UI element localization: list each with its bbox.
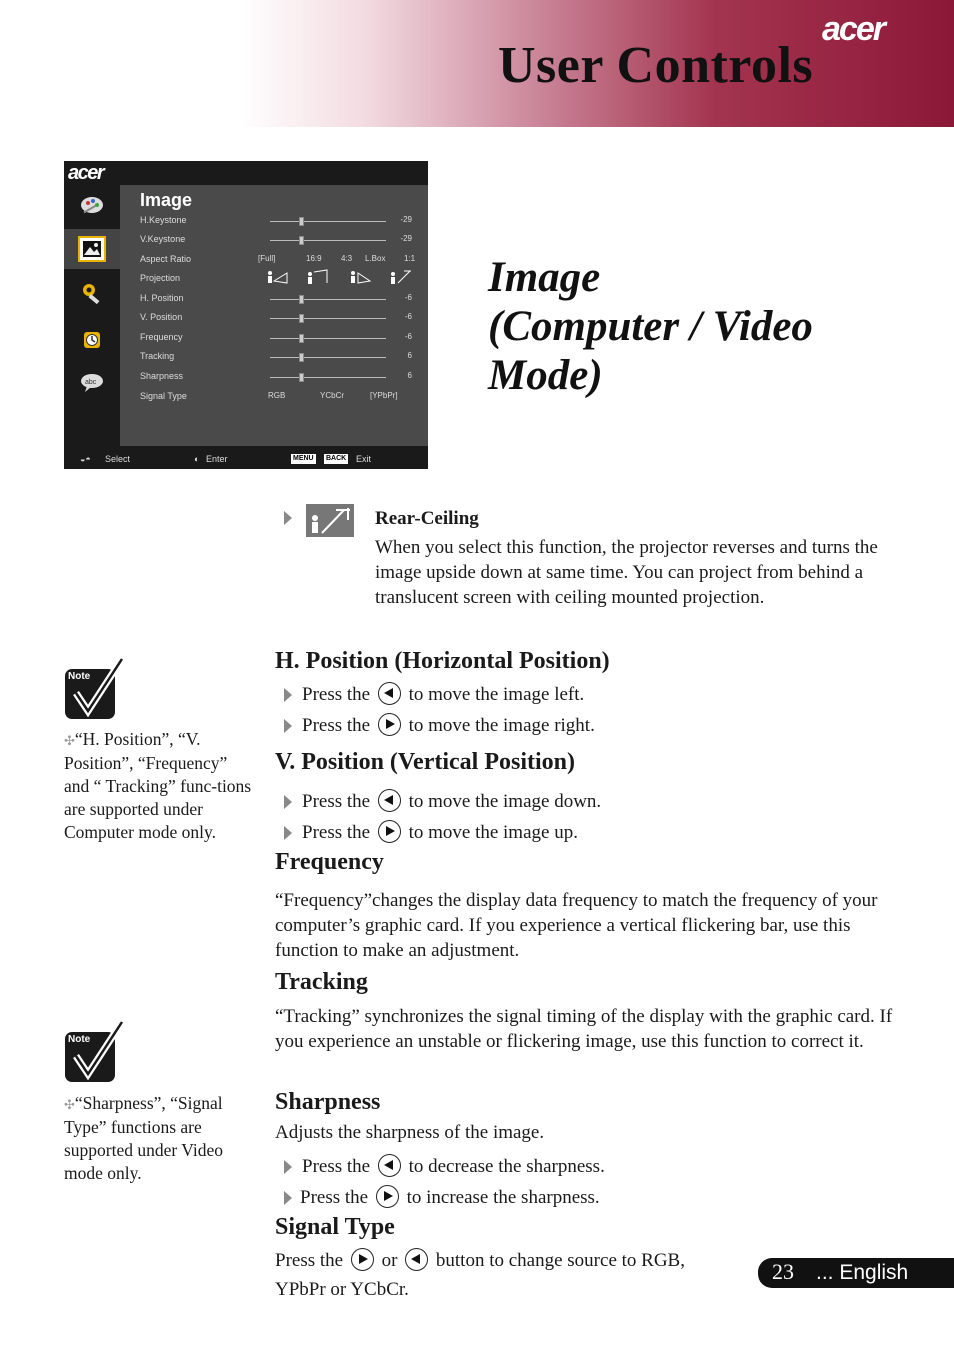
osd-row-label: V.Keystone	[140, 234, 186, 244]
osd-footer	[64, 449, 428, 469]
v-position-heading: V. Position (Vertical Position)	[275, 749, 575, 775]
bullet-arrow-icon	[284, 1191, 292, 1205]
sharpness-item-increase	[300, 1185, 600, 1210]
osd-screenshot	[64, 161, 428, 469]
osd-image-panel	[120, 185, 428, 446]
osd-acer-logo: acer	[68, 162, 104, 184]
right-arrow-button-icon	[376, 1185, 399, 1208]
signal-type-body-line2: YPbPr or YCbCr.	[275, 1279, 409, 1300]
osd-menu-title: Image	[140, 190, 193, 210]
bullet-arrow-icon	[284, 719, 292, 733]
osd-slider	[270, 240, 386, 241]
osd-option: 1:1	[404, 254, 416, 263]
osd-row-sharpness	[120, 369, 428, 385]
instruction-text: or	[381, 1250, 398, 1271]
page-footer	[758, 1258, 954, 1288]
right-arrow-button-icon	[351, 1248, 374, 1271]
tracking-body: “Tracking” synchronizes the signal timing of the display with the graphic card. If you experience an unstable or flickering image, use this function to correct it.	[275, 1006, 893, 1052]
osd-row-frequency	[120, 330, 428, 346]
instruction-text: Press the	[302, 715, 371, 736]
osd-row-h-position	[120, 291, 428, 307]
osd-option: YCbCr	[320, 391, 345, 400]
osd-row-label: Aspect Ratio	[140, 254, 192, 264]
instruction-text: to increase the sharpness.	[406, 1187, 600, 1208]
osd-row-value: -6	[404, 332, 412, 341]
settings-wrench-icon	[64, 273, 120, 313]
page-language: ... English	[816, 1261, 909, 1284]
up-down-icon: ◒◓	[80, 454, 91, 464]
osd-enter-label: Enter	[206, 454, 228, 464]
note-bullet-icon: ✣	[64, 733, 75, 748]
osd-slider-knob	[299, 217, 304, 226]
osd-row-label: Frequency	[140, 332, 183, 342]
osd-slider-knob	[299, 236, 304, 245]
instruction-text: Press the	[302, 791, 371, 812]
osd-option: 4:3	[341, 254, 353, 263]
page-title: User Controls	[498, 37, 814, 94]
bullet-arrow-icon	[284, 795, 292, 809]
note-bullet-icon: ✣	[64, 1097, 75, 1112]
left-arrow-button-icon	[405, 1248, 428, 1271]
frequency-heading: Frequency	[275, 849, 384, 875]
h-position-item-right	[302, 713, 595, 738]
osd-slider	[270, 318, 386, 319]
instruction-text: to decrease the sharpness.	[408, 1156, 605, 1177]
svg-text:abc: abc	[85, 379, 97, 386]
h-position-item-left	[302, 682, 584, 707]
instruction-text: to move the image right.	[408, 715, 595, 736]
note-icon	[64, 1020, 126, 1084]
note-body: “H. Position”, “V. Position”, “Frequency” and “ Tracking” func-tions are supported under Computer mode only.	[64, 729, 252, 842]
instruction-text: to move the image up.	[408, 822, 578, 843]
instruction-text: Press the	[302, 684, 371, 705]
front-ceiling-icon	[307, 269, 329, 285]
osd-sidebar	[64, 185, 120, 445]
bullet-arrow-icon	[284, 826, 292, 840]
right-arrow-button-icon	[378, 820, 401, 843]
osd-row-label: V. Position	[140, 312, 183, 322]
page-number: 23	[772, 1259, 794, 1284]
language-icon	[64, 363, 120, 403]
osd-option: 16:9	[306, 254, 322, 263]
osd-row-value: 6	[407, 371, 412, 380]
osd-slider-knob	[299, 353, 304, 362]
osd-row-value: 6	[407, 351, 412, 360]
frequency-body: “Frequency”changes the display data frequency to match the frequency of your computer’s graphic card. If you experience a vertical flickering bar, use this function to make an adjustment.	[275, 890, 878, 961]
osd-option: L.Box	[365, 254, 386, 263]
osd-row-value: -29	[400, 234, 412, 243]
osd-slider	[270, 377, 386, 378]
osd-slider-knob	[299, 373, 304, 382]
instruction-text: button to change source to RGB,	[435, 1250, 685, 1271]
osd-row-label: Signal Type	[140, 391, 187, 401]
osd-row-label: Projection	[140, 273, 181, 283]
bullet-arrow-icon	[284, 688, 292, 702]
osd-slider-knob	[299, 314, 304, 323]
osd-row-label: H.Keystone	[140, 215, 187, 225]
osd-row-h-keystone	[120, 213, 428, 229]
left-arrow-button-icon	[378, 682, 401, 705]
instruction-text: to move the image down.	[408, 791, 602, 812]
signal-type-body	[275, 1248, 685, 1273]
signal-type-heading: Signal Type	[275, 1214, 395, 1240]
instruction-text: to move the image left.	[408, 684, 585, 705]
menu-key: MENU	[293, 455, 314, 462]
acer-logo: acer	[822, 10, 884, 48]
left-arrow-button-icon	[378, 1154, 401, 1177]
right-arrow-button-icon	[378, 713, 401, 736]
bullet-arrow-icon	[284, 1160, 292, 1174]
image-icon	[64, 229, 120, 269]
osd-select-label: Select	[105, 454, 131, 464]
section-title	[488, 253, 813, 400]
front-desktop-icon	[267, 269, 289, 285]
sharpness-body: Adjusts the sharpness of the image.	[275, 1122, 545, 1143]
osd-row-value: -6	[404, 312, 412, 321]
osd-exit-label: Exit	[356, 454, 372, 464]
timer-icon	[64, 320, 120, 360]
note-icon	[64, 657, 126, 721]
palette-icon	[64, 185, 120, 225]
v-position-item-down	[302, 789, 601, 814]
osd-row-v-position	[120, 310, 428, 326]
tracking-heading: Tracking	[275, 969, 368, 995]
instruction-text: Press the	[300, 1187, 369, 1208]
enter-icon: ◐	[194, 454, 200, 464]
osd-row-value: -29	[400, 215, 412, 224]
bullet-arrow-icon	[284, 511, 292, 525]
note-text	[64, 1092, 256, 1185]
rear-ceiling-icon	[306, 504, 354, 537]
note-body: “Sharpness”, “Signal Type” functions are supported under Video mode only.	[64, 1093, 224, 1183]
osd-slider	[270, 221, 386, 222]
rear-ceiling-body: When you select this function, the projector reverses and turns the image upside down at same time. You can project from behind a translucent screen with ceiling mounted projection.	[375, 537, 878, 608]
osd-option: [YPbPr]	[370, 391, 398, 400]
osd-option: RGB	[268, 391, 286, 400]
section-title-line: Mode)	[488, 352, 603, 399]
rear-desktop-icon	[350, 269, 372, 285]
osd-row-tracking	[120, 349, 428, 365]
osd-row-aspect-ratio	[120, 252, 428, 268]
instruction-text: Press the	[275, 1250, 344, 1271]
osd-option: [Full]	[258, 254, 276, 263]
osd-slider	[270, 338, 386, 339]
osd-row-v-keystone	[120, 232, 428, 248]
sharpness-item-decrease	[302, 1154, 605, 1179]
osd-row-label: Sharpness	[140, 371, 184, 381]
rear-ceiling-title: Rear-Ceiling	[375, 508, 479, 529]
back-key: BACK	[326, 455, 347, 462]
instruction-text: Press the	[302, 1156, 371, 1177]
osd-slider-knob	[299, 295, 304, 304]
osd-slider	[270, 357, 386, 358]
note-text	[64, 728, 256, 844]
instruction-text: Press the	[302, 822, 371, 843]
note-label: Note	[68, 671, 91, 682]
osd-row-value: -6	[404, 293, 412, 302]
rear-ceiling-icon	[390, 269, 412, 285]
osd-row-label: Tracking	[140, 351, 175, 361]
h-position-heading: H. Position (Horizontal Position)	[275, 648, 610, 674]
osd-row-label: H. Position	[140, 293, 184, 303]
left-arrow-button-icon	[378, 789, 401, 812]
osd-row-signal-type	[120, 389, 428, 405]
note-label: Note	[68, 1034, 91, 1045]
osd-slider	[270, 299, 386, 300]
osd-slider-knob	[299, 334, 304, 343]
section-title-line: (Computer / Video	[488, 303, 813, 350]
v-position-item-up	[302, 820, 578, 845]
osd-row-projection	[120, 271, 428, 287]
page-header	[0, 0, 954, 127]
section-title-line: Image	[488, 254, 601, 301]
sharpness-heading: Sharpness	[275, 1089, 381, 1115]
